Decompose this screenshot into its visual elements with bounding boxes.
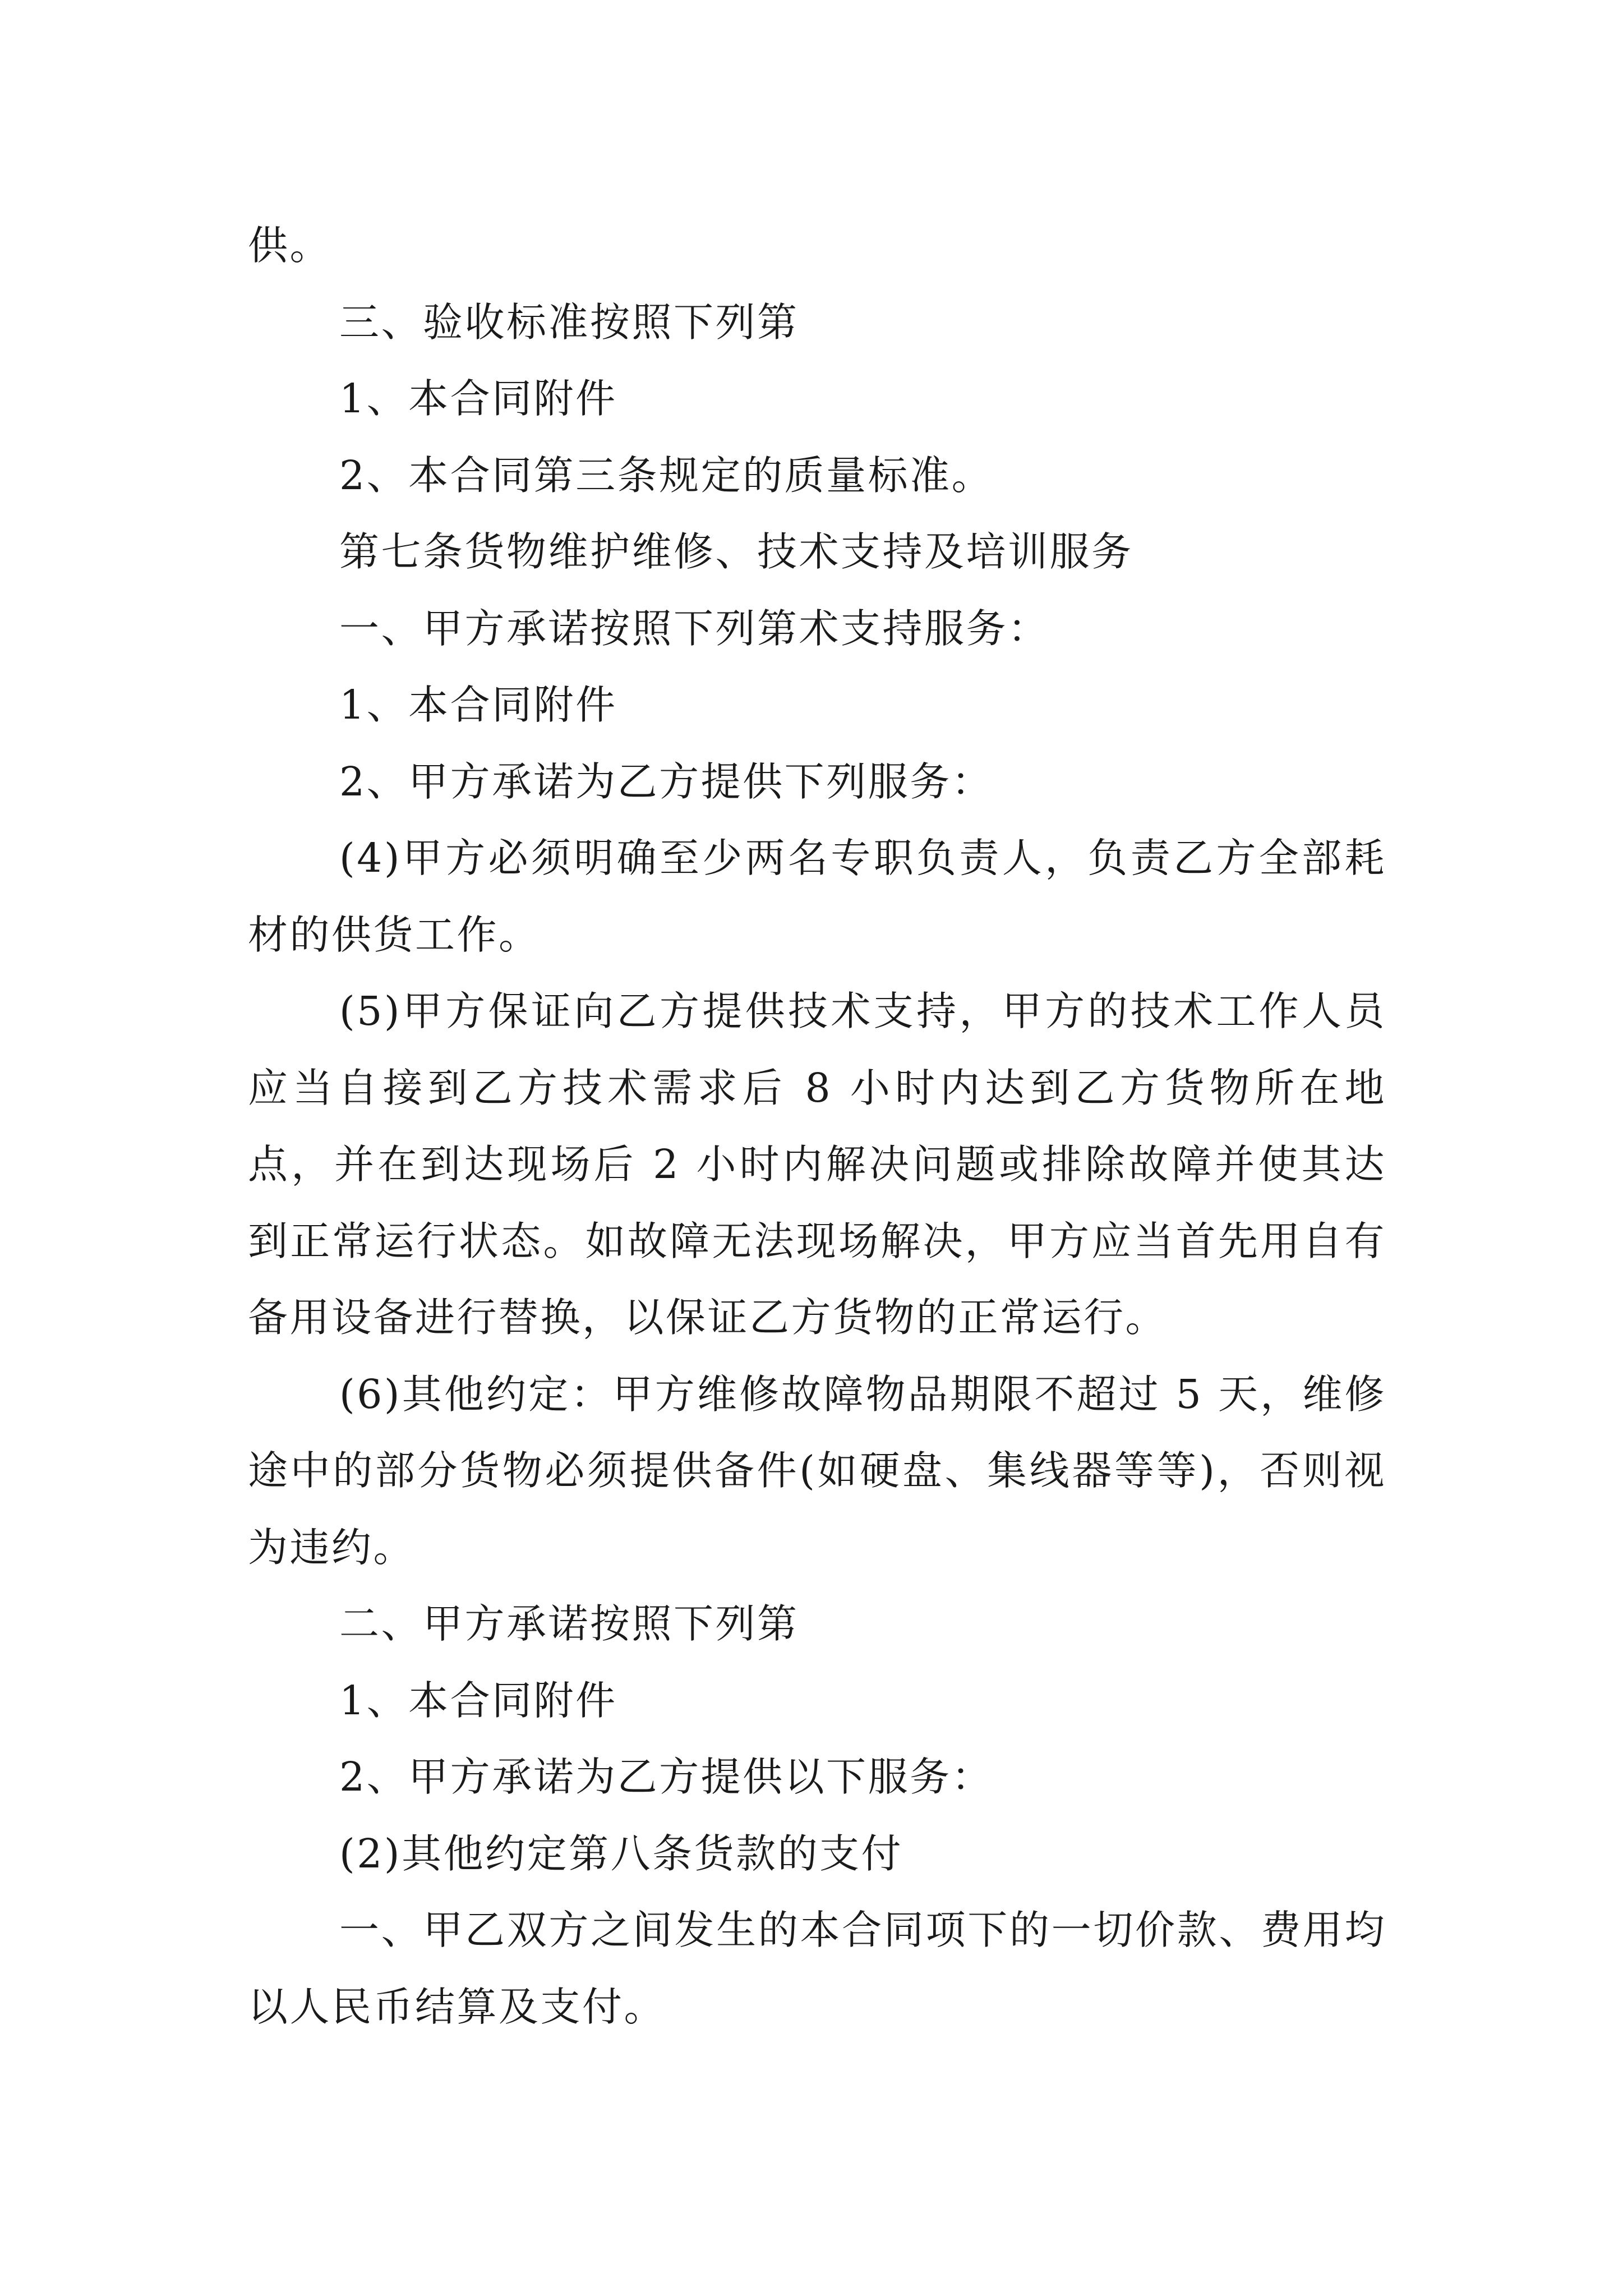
paragraph-6: 一、甲方承诺按照下列第术支持服务：: [339, 605, 1050, 652]
document-body: [248, 208, 1386, 2045]
paragraph-16: 一、甲乙双方之间发生的本合同项下的一切价款、费用均以人民币结算及支付。: [248, 1907, 1386, 2030]
paragraph-12: 二、甲方承诺按照下列第: [339, 1600, 799, 1647]
paragraph-13: 1、本合同附件: [339, 1677, 617, 1724]
paragraph-2: 三、验收标准按照下列第: [339, 298, 799, 346]
paragraph-9: (4)甲方必须明确至少两名专职负责人，负责乙方全部耗材的供货工作。: [248, 835, 1386, 958]
paragraph-1: 供。: [248, 222, 332, 269]
paragraph-14: 2、甲方承诺为乙方提供以下服务：: [339, 1754, 994, 1800]
paragraph-11: (6)其他约定：甲方维修故障物品期限不超过 5 天，维修途中的部分货物必须提供备件(如硬盘、集线器等等)，否则视为违约。: [248, 1370, 1386, 1571]
paragraph-3: 1、本合同附件: [339, 375, 617, 422]
paragraph-4: 2、本合同第三条规定的质量标准。: [339, 452, 994, 499]
paragraph-5: 第七条货物维护维修、技术支持及培训服务: [339, 528, 1133, 575]
paragraph-15: (2)其他约定第八条货款的支付: [339, 1830, 903, 1877]
paragraph-7: 1、本合同附件: [339, 682, 617, 728]
paragraph-8: 2、甲方承诺为乙方提供下列服务：: [339, 758, 994, 805]
paragraph-10: (5)甲方保证向乙方提供技术支持，甲方的技术工作人员应当自接到乙方技术需求后 8 小时内达到乙方货物所在地点，并在到达现场后 2 小时内解决问题或排除故障并使其达到正常运行状态。如故障无法现场解决，甲方应当首先用自有备用设备进行替换，以保证乙方货物的正常运行。: [248, 988, 1386, 1341]
